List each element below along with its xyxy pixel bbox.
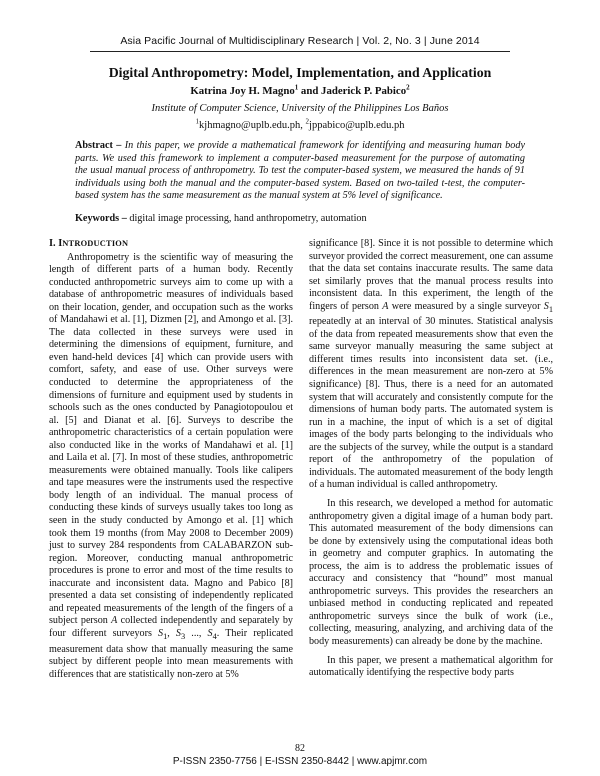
math-variable: S: [175, 627, 181, 639]
paragraph-text: repeatedly at an interval of 30 minutes. Statistical analysis of the data from repeated measurements show that even the same surveyor manually measuring the same subject at different times results into inconsistent data set. (i.e., differences in the mean measurement are non-zero at 5% significance) [8]. Thus, there is a need for an automated system that will accurately and consistently compute for the dimensions of human body parts. The automated system is run in a machine, the input of which is a set of digital images of the body parts belonging to the individuals who are the subjects of the survey, while the output is a standard report of the anthropometry of the population of individuals. The automated measurement of the body length of a human individual is called anthropometry.: [309, 316, 553, 491]
author-email: kjhmagno@uplb.edu.ph,: [199, 120, 306, 131]
body-paragraph: [49, 252, 293, 682]
section-title: NTRODUCTION: [62, 239, 129, 248]
keywords-text: digital image processing, hand anthropometry, automation: [129, 213, 367, 224]
section-heading: [49, 238, 293, 251]
left-column: [49, 238, 293, 681]
author-email: jppabico@uplb.edu.ph: [309, 120, 405, 131]
paragraph-text: significance [8]. Since it is not possible to determine which surveyor provided the correct measurement, one can assume that the data set contains inaccurate results. The same data set similarly proves that the manual process results into inconsistent data. In this experiment, the length of the fingers of person: [309, 238, 553, 312]
section-number: I. I: [49, 238, 63, 249]
abstract-label: Abstract –: [75, 140, 125, 151]
paragraph-text: collected independently and separately by four different surveyors: [49, 615, 293, 639]
math-variable: S: [207, 627, 213, 639]
math-subscript: 1: [163, 631, 168, 641]
header-divider: [90, 51, 510, 52]
paragraph-text: were measured by a single surveyor: [388, 300, 544, 312]
author-affiliation-mark: 1: [294, 83, 299, 92]
email-mark: 2: [305, 117, 310, 126]
paragraph-text: Anthropometry is the scientific way of measuring the length of different parts of a human body. Recently conducted anthropometric surveys aim to come up with a database of anthropometric measures of individuals based on their location, gender, and occupation such as the works of Mandahawi et al. [1], Dizmen [2], and Amongo et al. [3]. The data collected in these surveys were used in determining the dimensions of equipment, furniture, and even hand-held devices [4] which can provide users with comfort, safety, and ease of use. Other surveys were conducted to determine the appropriateness of the dimensions of furniture and equipment used by students in schools such as the ones conducted by Panagiotopoulou et al. [5] and Dianat et al. [6]. Surveys to describe the anthropometric characteristics of a certain population were also conducted like in the works of Mandahawi et al. [1] and Laila et al. [7]. In most of these studies, anthropometric measurements were obtained manually. Tools like calipers and tape measures were the instruments used the respective body length of an individual. The manual process of conducting these kinds of surveys usually takes too long as seen in the study conducted by Amongo et al. [1] which took them 19 months (from May 2008 to December 2009) just to survey 284 respondents from CALABARZON sub-region. Moreover, conducting manual anthropometric procedures is prone to error and most of the time results to inaccurate and inconsistent data. Magno and Pabico [8] presented a data set consisting of independently replicated and repeated measurements of the length of the fingers of a subject person: [49, 251, 293, 627]
math-variable: A: [382, 300, 389, 312]
abstract: [75, 140, 525, 203]
right-column: [309, 238, 553, 680]
page-number: 82: [295, 743, 305, 754]
author-name: Katrina Joy H. Magno: [190, 85, 295, 97]
paper-title: Digital Anthropometry: Model, Implementation, and Application: [108, 65, 492, 80]
keywords: [75, 213, 525, 226]
author-emails: [0, 117, 600, 131]
affiliation: Institute of Computer Science, University of the Philippines Los Baños: [151, 103, 449, 114]
body-paragraph: In this research, we developed a method for automatic anthropometry given a digital image of a human body part. This automated measurement of the body dimensions can be done by extensively using the computational ideas both in geometry and computer graphics. In automating the process, the aim is to address the problematic issues of accuracy and consistency that “hound” most manual anthropometric surveys. This provides the researchers an unbiased method in conducting replicated and repeated anthropometric surveys since the bulk of work (i.e., collecting, measuring, analyzing, and archiving data of the body measurements) can already be done by the machine.: [309, 497, 553, 647]
math-subscript: 4: [212, 631, 217, 641]
body-paragraph: [309, 238, 553, 492]
paragraph-text: ,: [167, 627, 176, 639]
paragraph-text: ...,: [185, 627, 208, 639]
math-variable: A: [111, 615, 118, 627]
author-conjunction: and: [298, 85, 322, 97]
author-name: Jaderick P. Pabico: [321, 85, 407, 97]
footer-issn: P-ISSN 2350-7756 | E-ISSN 2350-8442 | www.apjmr.com: [172, 756, 428, 767]
author-list: [0, 85, 600, 97]
body-paragraph: In this paper, we present a mathematical algorithm for automatically identifying the respective body parts: [309, 654, 553, 679]
journal-header: Asia Pacific Journal of Multidisciplinary Research | Vol. 2, No. 3 | June 2014: [120, 35, 480, 47]
math-variable: S: [543, 300, 549, 312]
abstract-text: In this paper, we provide a mathematical framework for identifying and measuring human body parts. We used this framework to implement a computer-based measurement for the purpose of automating the usual manual process of anthropometry. To test the computer-based system, we measured the hands of 91 individuals using both the manual and the computer-based system. Based on two-tailed t-test, the computer-based system has the same measurement as the manual system at 5% level of significance.: [75, 140, 525, 202]
paragraph-text: . Their replicated measurement data show that manually measuring the same subject by different people into mean measurements with differences that are statistically non-zero at 5%: [49, 627, 294, 680]
author-affiliation-mark: 2: [406, 83, 410, 92]
keywords-label: Keywords –: [75, 213, 130, 224]
math-subscript: 3: [180, 631, 186, 641]
email-mark: 1: [195, 117, 200, 126]
math-variable: S: [158, 627, 164, 639]
math-subscript: 1: [548, 304, 554, 314]
